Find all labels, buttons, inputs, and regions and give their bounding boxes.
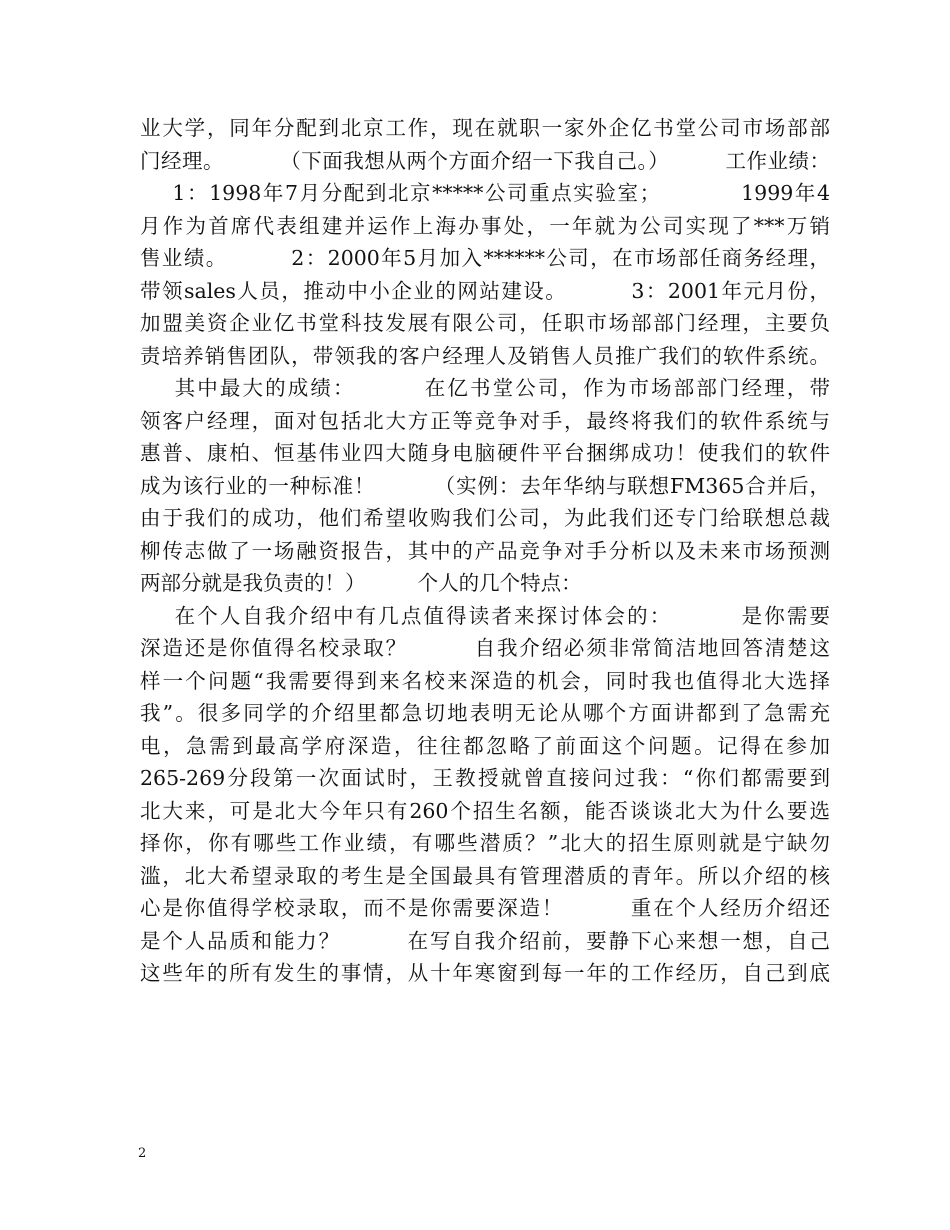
text-line: 柳传志做了一场融资报告，其中的产品竞争对手分析以及未来市场预测 [140, 538, 830, 563]
text-line: 成为该行业的一种标准！ （实例：去年华纳与联想FM365合并后， [140, 473, 830, 498]
text-line: 265-269分段第一次面试时，王教授就曾直接问过我：“你们都需要到 [140, 766, 830, 790]
text-line: 其中最大的成绩： 在亿书堂公司，作为市场部部门经理，带 [140, 376, 830, 400]
page-number: 2 [138, 1146, 147, 1161]
text-line: 1：1998年7月分配到北京*****公司重点实验室； 1999年4 [140, 181, 830, 205]
text-line: 样一个问题“我需要得到来名校来深造的机会，同时我也值得北大选择 [140, 668, 830, 693]
text-line: 是个人品质和能力？ 在写自我介绍前，要静下心来想一想，自己 [140, 928, 830, 953]
text-line: 售业绩。 2：2000年5月加入******公司，在市场部任商务经理， [140, 246, 830, 270]
body-text [140, 112, 830, 990]
text-line: 择你，你有哪些工作业绩，有哪些潜质？”北大的招生原则就是宁缺勿 [140, 831, 830, 855]
text-line: 滥，北大希望录取的考生是全国最具有管理潜质的青年。所以介绍的核 [140, 863, 830, 888]
text-line: 电，急需到最高学府深造，往往都忽略了前面这个问题。记得在参加 [140, 733, 830, 758]
text-line: 门经理。 （下面我想从两个方面介绍一下我自己。） 工作业绩： [140, 148, 830, 173]
text-line: 由于我们的成功，他们希望收购我们公司，为此我们还专门给联想总裁 [140, 506, 830, 530]
text-line: 心是你值得学校录取，而不是你需要深造！ 重在个人经历介绍还 [140, 896, 830, 920]
text-line: 责培养销售团队，带领我的客户经理人及销售人员推广我们的软件系统。 [140, 343, 830, 368]
text-line: 在个人自我介绍中有几点值得读者来探讨体会的： 是你需要 [140, 603, 830, 628]
text-line: 北大来，可是北大今年只有260个招生名额，能否谈谈北大为什么要选 [140, 798, 830, 823]
text-line: 这些年的所有发生的事情，从十年寒窗到每一年的工作经历，自己到底 [140, 961, 830, 985]
text-line: 领客户经理，面对包括北大方正等竞争对手，最终将我们的软件系统与 [140, 408, 830, 433]
text-line: 深造还是你值得名校录取？ 自我介绍必须非常简洁地回答清楚这 [140, 636, 830, 660]
text-line: 惠普、康柏、恒基伟业四大随身电脑硬件平台捆绑成功！使我们的软件 [140, 441, 830, 465]
text-line: 带领sales人员，推动中小企业的网站建设。 3：2001年元月份， [140, 278, 830, 303]
text-line: 我”。很多同学的介绍里都急切地表明无论从哪个方面讲都到了急需充 [140, 701, 830, 725]
text-line: 业大学，同年分配到北京工作，现在就职一家外企亿书堂公司市场部部 [140, 116, 830, 140]
text-line: 月作为首席代表组建并运作上海办事处，一年就为公司实现了***万销 [140, 213, 830, 238]
text-line: 加盟美资企业亿书堂科技发展有限公司，任职市场部部门经理，主要负 [140, 311, 830, 335]
text-line: 两部分就是我负责的！） 个人的几个特点： [140, 571, 582, 595]
